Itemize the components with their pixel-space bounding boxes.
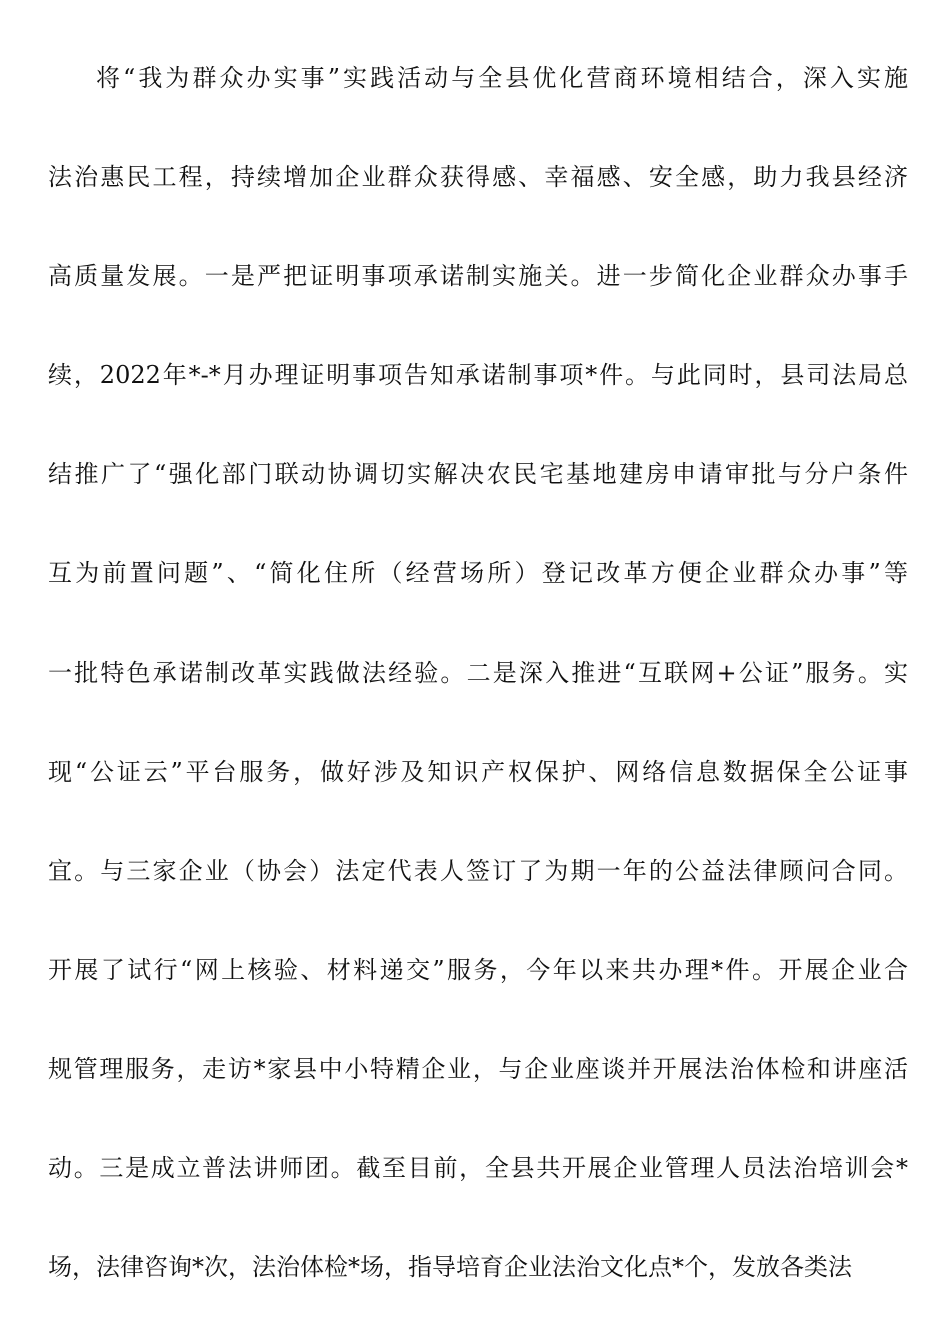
paragraph-line-12: 动。三是成立普法讲师团。截至目前，全县共开展企业管理人员法治培训会* — [48, 1154, 908, 1182]
paragraph-line-11: 规管理服务，走访*家县中小特精企业，与企业座谈并开展法治体检和讲座活 — [48, 1055, 908, 1083]
paragraph-line-2: 法治惠民工程，持续增加企业群众获得感、幸福感、安全感，助力我县经济 — [48, 163, 908, 191]
paragraph-line-4: 续，2022年*-*月办理证明事项告知承诺制事项*件。与此同时，县司法局总 — [48, 361, 908, 389]
paragraph-line-13: 场，法律咨询*次，法治体检*场，指导培育企业法治文化点*个，发放各类法 — [48, 1253, 852, 1281]
paragraph-line-5: 结推广了“强化部门联动协调切实解决农民宅基地建房申请审批与分户条件 — [48, 460, 908, 488]
paragraph-line-6: 互为前置问题”、“简化住所（经营场所）登记改革方便企业群众办事”等 — [48, 559, 908, 587]
paragraph-line-10: 开展了试行“网上核验、材料递交”服务，今年以来共办理*件。开展企业合 — [48, 956, 908, 984]
paragraph-line-8: 现“公证云”平台服务，做好涉及知识产权保护、网络信息数据保全公证事 — [48, 758, 908, 786]
paragraph-line-9: 宜。与三家企业（协会）法定代表人签订了为期一年的公益法律顾问合同。 — [48, 857, 908, 885]
paragraph-line-1: 将“我为群众办实事”实践活动与全县优化营商环境相结合，深入实施 — [96, 64, 908, 92]
paragraph-line-7: 一批特色承诺制改革实践做法经验。二是深入推进“互联网+公证”服务。实 — [48, 659, 908, 687]
paragraph-line-3: 高质量发展。一是严把证明事项承诺制实施关。进一步简化企业群众办事手 — [48, 262, 908, 290]
